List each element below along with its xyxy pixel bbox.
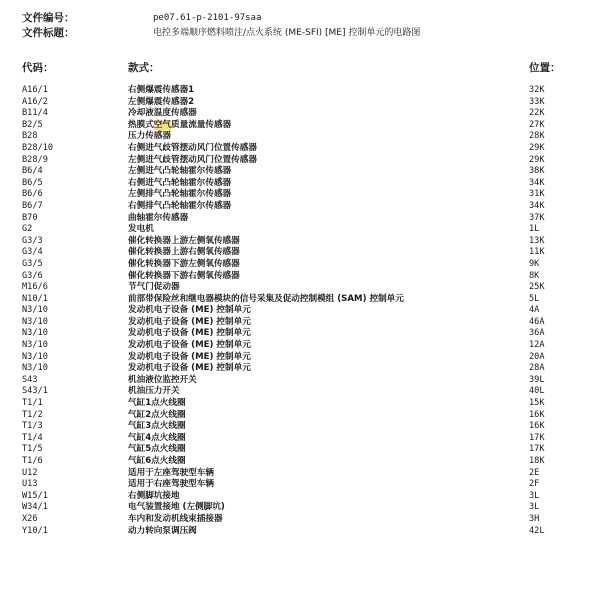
row-location: 36A [529,328,545,339]
table-row [0,213,605,225]
row-description: 节气门促动器 [128,282,180,293]
row-location: 18K [529,456,545,466]
row-code: B6/7 [22,200,43,211]
row-location: 2E [529,467,540,478]
table-row [0,468,605,480]
table-row [0,131,605,143]
row-description: 热膜式空气质量流量传感器 [128,119,232,130]
row-location: 39L [529,374,545,385]
table-row [0,317,605,329]
row-location: 40L [529,386,545,397]
row-description: 气缸6点火线圈 [128,456,186,466]
row-code: B28/10 [22,142,54,153]
table-row [0,305,605,317]
row-description: 机油压力开关 [128,386,180,397]
document-number-value: pe07.61-p-2101-97saa [153,13,262,23]
row-description: 适用于右座驾驶型车辆 [128,479,214,490]
document-number-row [22,11,582,25]
row-description: 压力传感器 [128,131,171,142]
row-code: B6/4 [22,166,43,177]
table-row [0,502,605,514]
highlighted-text: 空气 [153,119,171,130]
table-row [0,375,605,387]
row-code: N3/10 [22,340,48,351]
row-location: 28A [529,363,545,374]
row-location: 13K [529,235,545,246]
table-row [0,514,605,526]
table-row [0,410,605,422]
row-code: N3/10 [22,363,48,374]
row-code: B2/5 [22,119,43,130]
row-code: A16/1 [22,85,48,95]
row-description: 发动机电子设备 (ME) 控制单元 [128,305,251,316]
row-description: 气缸5点火线圈 [128,444,186,455]
row-location: 5L [529,293,540,304]
row-code: W15/1 [22,490,48,501]
row-location: 28K [529,131,545,142]
row-code: M16/6 [22,282,48,293]
row-description: 右侧脚坑接地 [128,490,180,501]
table-row [0,386,605,398]
table-row [0,398,605,410]
table-row [0,433,605,445]
row-code: G2 [22,224,33,235]
table-row [0,340,605,352]
row-description: 右侧进气凸轮轴霍尔传感器 [128,177,232,188]
table-row [0,178,605,190]
row-description: 发动机电子设备 (ME) 控制单元 [128,316,251,327]
document-title-label: 文件标题： [22,27,75,39]
row-code: T1/2 [22,409,43,420]
table-row [0,444,605,456]
row-code: N3/10 [22,328,48,339]
row-code: B70 [22,212,38,223]
row-description: 前部带保险丝和继电器模块的信号采集及促动控制模组 (SAM) 控制单元 [128,293,404,304]
row-description: 机油液位监控开关 [128,374,197,385]
row-code: G3/5 [22,258,43,269]
table-row [0,259,605,271]
table-row [0,247,605,259]
document-number-label: 文件编号： [22,12,75,24]
row-description: 发动机电子设备 (ME) 控制单元 [128,363,251,374]
row-code: T1/1 [22,398,43,409]
row-code: B6/6 [22,189,43,200]
row-code: T1/6 [22,456,43,466]
row-location: 1L [529,224,540,235]
row-code: U13 [22,479,38,490]
row-description: 催化转换器下游左侧氧传感器 [128,258,240,269]
row-description: 左侧进气凸轮轴霍尔传感器 [128,166,232,177]
row-description: 车内和发动机线束插接器 [128,513,223,524]
row-code: N10/1 [22,293,48,304]
row-description: 冷却液温度传感器 [128,108,197,119]
row-code: G3/4 [22,247,43,258]
table-row [0,294,605,306]
row-description: 气缸3点火线圈 [128,421,186,432]
row-location: 3L [529,490,540,501]
table-row [0,328,605,340]
table-row [0,421,605,433]
document-title-value: 电控多端顺序燃料喷注/点火系统 (ME-SFI) [ME] 控制单元的电路图 [153,28,421,38]
row-location: 3L [529,502,540,513]
header-location: 位置： [529,62,561,74]
row-code: S43/1 [22,386,48,397]
row-location: 16K [529,409,545,420]
table-row [0,271,605,283]
row-location: 16K [529,421,545,432]
row-location: 37K [529,212,545,223]
row-location: 3H [529,513,540,524]
row-description: 催化转换器上游左侧氧传感器 [128,235,240,246]
row-code: T1/4 [22,432,43,443]
row-description: 发动机电子设备 (ME) 控制单元 [128,351,251,362]
table-row [0,97,605,109]
row-code: X26 [22,513,38,524]
row-code: B11/4 [22,108,48,119]
row-code: W34/1 [22,502,48,513]
row-location: 29K [529,142,545,153]
row-code: B28/9 [22,154,48,165]
table-row [0,224,605,236]
row-description: 适用于左座驾驶型车辆 [128,467,214,478]
row-code: T1/3 [22,421,43,432]
row-description: 催化转换器上游右侧氧传感器 [128,247,240,258]
table-row [0,108,605,120]
row-code: A16/2 [22,96,48,107]
row-location: 38K [529,166,545,177]
table-row [0,352,605,364]
row-code: T1/5 [22,444,43,455]
row-location: 22K [529,108,545,119]
row-location: 27K [529,119,545,130]
header-description: 款式： [128,62,160,74]
table-row [0,479,605,491]
table-row [0,189,605,201]
row-location: 17K [529,444,545,455]
table-row [0,491,605,503]
table-row [0,282,605,294]
table-row [0,143,605,155]
table-row [0,236,605,248]
header-code: 代码： [22,62,54,74]
row-description: 动力转向泵调压阀 [128,525,197,536]
row-location: 42L [529,525,545,536]
row-location: 9K [529,258,540,269]
row-location: 2F [529,479,540,490]
row-location: 31K [529,189,545,200]
table-row [0,363,605,375]
row-location: 34K [529,177,545,188]
table-row [0,155,605,167]
row-code: G3/3 [22,235,43,246]
document-title-row [22,26,582,40]
row-code: Y10/1 [22,525,48,536]
row-description: 电气装置接地 (左侧脚坑) [128,502,225,513]
row-description: 右侧排气凸轮轴霍尔传感器 [128,200,232,211]
row-location: 25K [529,282,545,293]
row-description: 左侧进气歧管摆动风门位置传感器 [128,154,257,165]
table-row [0,456,605,468]
table-row [0,120,605,132]
row-code: U12 [22,467,38,478]
table-row [0,526,605,538]
table-row [0,166,605,178]
row-code: N3/10 [22,316,48,327]
row-code: S43 [22,374,38,385]
row-code: N3/10 [22,351,48,362]
row-location: 4A [529,305,540,316]
row-description: 发动机电子设备 (ME) 控制单元 [128,340,251,351]
component-table [0,85,605,537]
row-description: 发电机 [128,224,154,235]
table-header [0,60,605,76]
row-description: 气缸1点火线圈 [128,398,186,409]
row-location: 15K [529,398,545,409]
table-row [0,201,605,213]
row-description: 发动机电子设备 (ME) 控制单元 [128,328,251,339]
row-location: 46A [529,316,545,327]
row-description: 右侧爆震传感器1 [128,85,195,95]
row-location: 34K [529,200,545,211]
row-code: B28 [22,131,38,142]
row-location: 29K [529,154,545,165]
table-row [0,85,605,97]
row-location: 33K [529,96,545,107]
row-description: 左侧排气凸轮轴霍尔传感器 [128,189,232,200]
row-location: 12A [529,340,545,351]
row-description: 气缸4点火线圈 [128,432,186,443]
row-description: 左侧爆震传感器2 [128,96,195,107]
row-code: B6/5 [22,177,43,188]
row-location: 8K [529,270,540,281]
row-description: 曲轴霍尔传感器 [128,212,189,223]
row-description: 气缸2点火线圈 [128,409,186,420]
row-location: 32K [529,85,545,95]
row-description: 右侧进气歧管摆动风门位置传感器 [128,142,257,153]
row-code: N3/10 [22,305,48,316]
row-description: 催化转换器下游右侧氧传感器 [128,270,240,281]
row-code: G3/6 [22,270,43,281]
row-location: 11K [529,247,545,258]
row-location: 17K [529,432,545,443]
row-location: 20A [529,351,545,362]
